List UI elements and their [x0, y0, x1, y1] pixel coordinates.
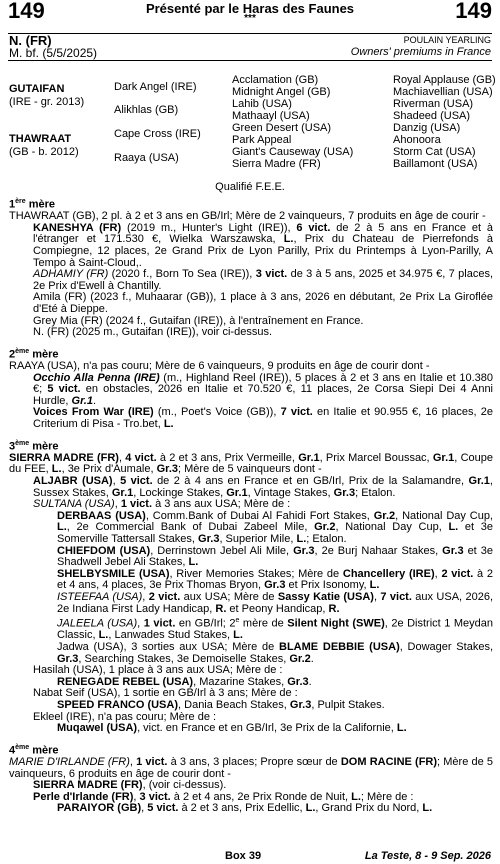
g3-7: Giant's Causeway (USA)	[232, 146, 354, 158]
fourth-dam-para: MARIE D'IRLANDE (FR), 1 vict. à 3 ans, 3 places; Propre sœur de DOM RACINE (FR); Mère de 5 vainqueurs, 6 produits en âge de courir dont -	[9, 756, 494, 780]
produce-isteefaa: ISTEEFAA (USA), 2 vict. aux USA; Mère de Sassy Katie (USA), 7 vict. aux USA, 2026, 2e Indiana First Lady Handicap, R. et Peony Handicap, R.	[57, 590, 493, 615]
g4-8: Baillamont (USA)	[393, 158, 478, 170]
second-dam-para: RAAYA (USA), n'a pas couru; Mère de 6 vainqueurs, 9 produits en âge de courir dont -	[9, 360, 430, 373]
granddam: Alikhlas (GB)	[114, 104, 179, 116]
second-dam-heading: 2ème mère	[9, 347, 59, 361]
box-number: Box 39	[225, 850, 262, 862]
first-dam-heading: 1ère mère	[9, 198, 55, 211]
produce-shelbysmile: SHELBYSMILE (USA), River Memories Stakes; Mère de Chancellery (IRE), 2 vict. à 2 et 4 ans, 4 places, 3e Prix Thomas Bryon, Gr.3 et Prix Isonomy, L.	[57, 567, 493, 592]
produce-n: N. (FR) (2025 m., Gutaifan (IRE)), voir ci-dessus.	[33, 326, 272, 339]
consignor: Présenté par le Haras des Faunes	[145, 1, 355, 16]
produce-hasilah: Hasilah (USA), 1 place à 3 ans aux USA; Mère de :	[33, 664, 283, 677]
produce-jadwa: Jadwa (USA), 3 sorties aux USA; Mère de BLAME DEBBIE (USA), Dowager Stakes, Gr.3, Searching Stakes, 3e Demoiselle Stakes, Gr.2.	[57, 641, 493, 665]
owners-premiums: Owners' premiums in France	[350, 46, 491, 58]
produce-nabat: Nabat Seif (USA), 1 sortie en GB/Irl à 3 ans; Mère de :	[33, 687, 298, 700]
g3-8: Sierra Madre (FR)	[232, 158, 321, 170]
g3-3: Lahib (USA)	[232, 98, 292, 110]
produce-jaleela: JALEELA (USA), 1 vict. en GB/Irl; 2e mère de Silent Night (SWE), 2e District 1 Meydan Classic, L., Lanwades Stud Stakes, L.	[57, 617, 494, 642]
produce-muqawel: Muqawel (USA), vict. en France et en GB/Irl, 3e Prix de la Californie, L.	[57, 722, 407, 735]
produce-occhio: Occhio Alla Penna (IRE) (m., Highland Reel (IRE)), 5 places à 2 et 3 ans en Italie et 10.380 €; 5 vict. en obstacles, 2026 en Italie et 70.520 €, 11 places, 2e Corsa Siepi Dei 4 Anni Hurdle, Gr.1.	[33, 371, 494, 407]
g3-5: Green Desert (USA)	[232, 122, 332, 134]
header-rule	[8, 33, 492, 34]
sire-info: (IRE - gr. 2013)	[9, 96, 85, 108]
produce-sierra: SIERRA MADRE (FR), (voir ci-dessus).	[33, 779, 227, 792]
produce-aljabr: ALJABR (USA), 5 vict. de 2 à 4 ans en France et en GB/Irl, Prix de la Salamandre, Gr.1, Sussex Stakes, Gr.1, Lockinge Stakes, Gr.1, Vintage Stakes, Gr.3; Etalon.	[33, 475, 493, 499]
g4-3: Riverman (USA)	[393, 98, 474, 110]
g4-6: Ahonoora	[393, 134, 441, 146]
produce-derbaas: DERBAAS (USA), Comm.Bank of Dubai Al Fahidi Fort Stakes, Gr.2, National Day Cup, L., 2e Commercial Bank of Dubai Zabeel Mile, Gr.2, National Day Cup, L. et 3e Somerville Tattersall Stakes, Gr.3, Superior Mile, L.; Etalon.	[57, 509, 493, 545]
lot-number: 149	[8, 0, 45, 23]
g4-5: Danzig (USA)	[393, 122, 461, 134]
g3-2: Midnight Angel (GB)	[232, 86, 331, 98]
produce-chiefdom: CHIEFDOM (USA), Derrinstown Jebel Ali Mile, Gr.3, 2e Burj Nahaar Stakes, Gr.3 et 3e Shadwell Jebel Ali Stakes, L.	[57, 544, 493, 569]
dam-name: THAWRAAT	[9, 133, 72, 145]
produce-grey-mia: Grey Mia (FR) (2024 f., Gutaifan (IRE)), à l'entraînement en France.	[33, 314, 364, 327]
second-dam: Raaya (USA)	[114, 152, 179, 164]
produce-sultana: SULTANA (USA), 1 vict. à 3 ans aux USA; Mère de :	[33, 498, 291, 511]
damsire: Cape Cross (IRE)	[114, 128, 201, 140]
pedigree-rule	[8, 60, 492, 61]
catalogue-header	[0, 0, 500, 36]
dam-info: (GB - b. 2012)	[9, 146, 79, 158]
produce-amila: Amila (FR) (2023 f., Muhaarar (GB)), 1 place à 3 ans, 2026 en débutant, 2e Prix La Giroflée d'Eté à Dieppe.	[33, 291, 493, 315]
produce-ekleel: Ekleel (IRE), n'a pas couru; Mère de :	[33, 710, 217, 723]
grandsire: Dark Angel (IRE)	[114, 81, 197, 93]
produce-voices: Voices From War (IRE) (m., Poet's Voice (GB)), 7 vict. en Italie et 90.955 €, 16 places, 2e Criterium di Pisa - Tro.bet, L.	[33, 406, 493, 430]
produce-paraiyor: PARAIYOR (GB), 5 vict. à 2 et 3 ans, Prix Edellic, L., Grand Prix du Nord, L.	[57, 802, 433, 815]
sire-name: GUTAIFAN	[9, 83, 65, 95]
g3-1: Acclamation (GB)	[232, 74, 319, 86]
horse-sex-dob: M. bf. (5/5/2025)	[9, 46, 98, 60]
produce-adhamiy: ADHAMIY (FR) (2020 f., Born To Sea (IRE)), 3 vict. de 3 à 5 ans, 2025 et 34.975 €, 7 places, 2e Prix d'Ewell à Chantilly.	[33, 268, 494, 292]
horse-category: POULAIN YEARLING	[403, 35, 491, 45]
stars: ***	[244, 13, 256, 24]
qualified-fee: Qualifié F.E.E.	[215, 181, 285, 193]
lot-number-right: 149	[455, 0, 492, 23]
catalogue-notes	[9, 196, 493, 815]
sale-place-date: La Teste, 8 - 9 Sep. 2026	[364, 850, 491, 862]
g4-2: Machiavellian (USA)	[393, 86, 493, 98]
produce-speed: SPEED FRANCO (USA), Dania Beach Stakes, Gr.3, Pulpit Stakes.	[57, 698, 385, 711]
horse-name: N. (FR)	[9, 33, 52, 48]
produce-kaneshya: KANESHYA (FR) (2019 m., Hunter's Light (IRE)), 6 vict. de 2 à 5 ans en France et à l'étranger et 171.530 €, Wielka Warszawska, L., Prix du Chateau de Pierrefonds à Compiegne, 12 places, 2e Grand Prix de Lyon Parilly, Prix du Printemps à Lyon-Parilly, A Tempo à Saint-Cloud,.	[33, 221, 493, 269]
third-dam-heading: 3ème mère	[9, 439, 59, 453]
produce-perle: Perle d'Irlande (FR), 3 vict. à 2 et 4 ans, 2e Prix Ronde de Nuit, L.; Mère de :	[33, 790, 414, 803]
first-dam-para: THAWRAAT (GB), 2 pl. à 2 et 3 ans en GB/Irl; Mère de 2 vainqueurs, 7 produits en âge de courir -	[9, 210, 486, 223]
third-dam-para: SIERRA MADRE (FR), 4 vict. à 2 et 3 ans, Prix Vermeille, Gr.1, Prix Marcel Boussac, Gr.1, Coupe du FEE, L., 3e Prix d'Aumale, Gr.3; Mère de 5 vainqueurs dont -	[9, 451, 493, 476]
g4-7: Storm Cat (USA)	[393, 146, 476, 158]
produce-renegade: RENEGADE REBEL (USA), Mazarine Stakes, Gr.3.	[57, 675, 312, 688]
g3-6: Park Appeal	[232, 134, 292, 146]
g4-1: Royal Applause (GB)	[393, 74, 496, 86]
g4-4: Shadeed (USA)	[393, 110, 471, 122]
g3-4: Mathaayl (USA)	[232, 110, 310, 122]
fourth-dam-heading: 4ème mère	[9, 743, 59, 757]
